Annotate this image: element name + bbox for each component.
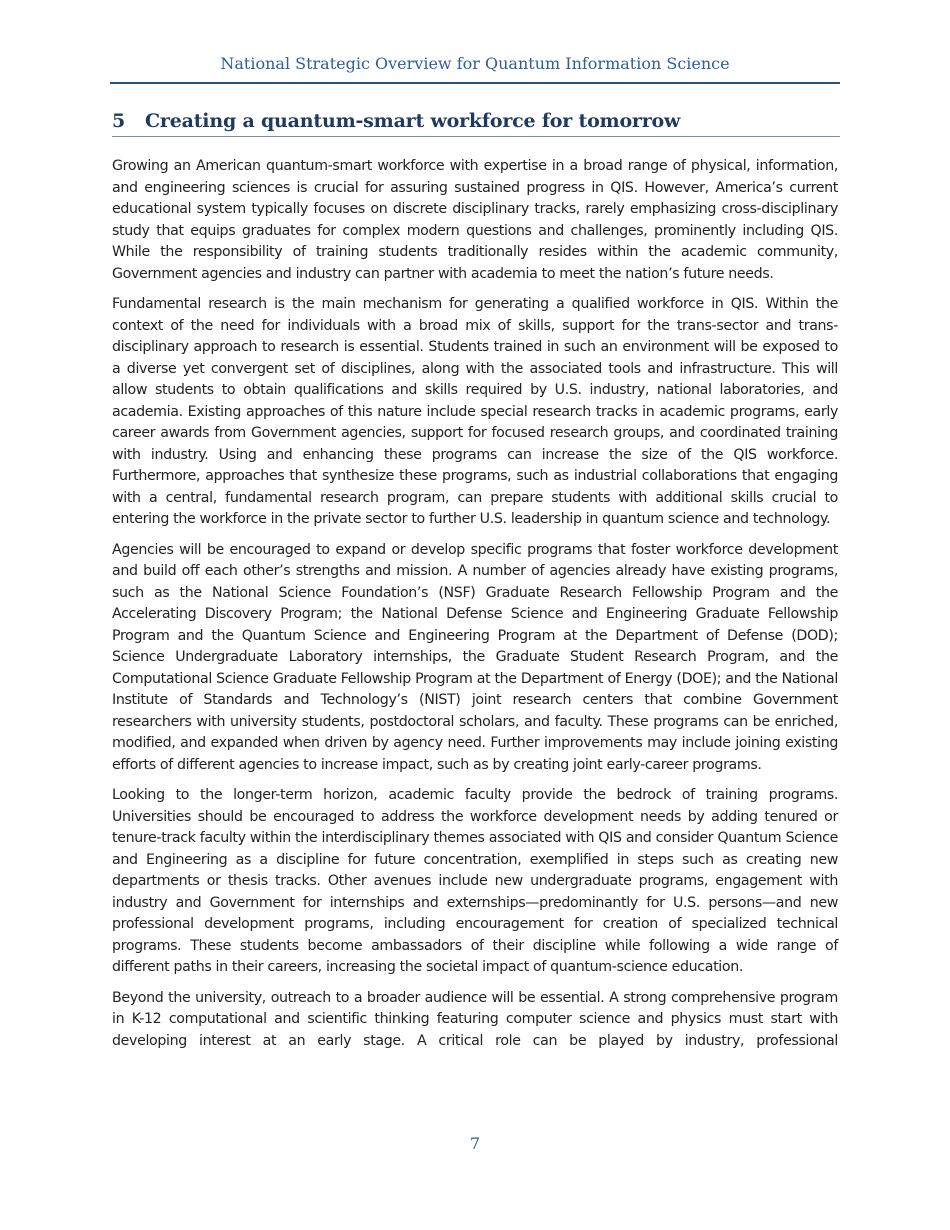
section-number: 5	[112, 110, 126, 132]
body-text	[112, 156, 838, 1061]
section-heading	[112, 110, 840, 137]
page-number: 7	[469, 1134, 481, 1153]
paragraph-4: Looking to the longer-term horizon, academic faculty provide the bedrock of training programs. Universities should be encouraged to address the workforce development needs by adding tenured or tenure-track faculty within the interdisciplinary themes associated with QIS and consider Quantum Science and Engineering as a discipline for future concentration, exemplified in steps such as creating new departments or thesis tracks. Other avenues include new undergraduate programs, engagement with industry and Government for internships and externships—predominantly for U.S. persons—and new professional development programs, including encouragement for creation of specialized technical programs. These students become ambassadors of their discipline while following a wide range of different paths in their careers, increasing the societal impact of quantum-science education.	[112, 787, 838, 975]
paragraph-5: Beyond the university, outreach to a broader audience will be essential. A strong comprehensive program in K-12 computational and scientific thinking featuring computer science and physics must start with developing interest at an early stage. A critical role can be played by industry, professional	[112, 989, 838, 1049]
paragraph-2: Fundamental research is the main mechanism for generating a qualified workforce in QIS. Within the context of the need for individuals with a broad mix of skills, support for the trans-sector and trans-disciplinary approach to research is essential. Students trained in such an environment will be exposed to a diverse yet convergent set of disciplines, along with the associated tools and infrastructure. This will allow students to obtain qualifications and skills required by U.S. industry, national laboratories, and academia. Existing approaches of this nature include special research tracks in academic programs, early career awards from Government agencies, support for focused research groups, and coordinated training with industry. Using and enhancing these programs can increase the size of the QIS workforce. Furthermore, approaches that synthesize these programs, such as industrial collaborations that engaging with a central, fundamental research program, can prepare students with additional skills crucial to entering the workforce in the private sector to further U.S. leadership in quantum science and technology.	[112, 296, 838, 527]
paragraph-3: Agencies will be encouraged to expand or develop specific programs that foster workforce development and build off each other’s strengths and mission. A number of agencies already have existing programs, such as the National Science Foundation’s (NSF) Graduate Research Fellowship Program and the Accelerating Discovery Program; the National Defense Science and Engineering Graduate Fellowship Program and the Quantum Science and Engineering Program at the Department of Defense (DOD); Science Undergraduate Laboratory internships, the Graduate Student Research Program, and the Computational Science Graduate Fellowship Program at the Department of Energy (DOE); and the National Institute of Standards and Technology’s (NIST) joint research centers that combine Government researchers with university students, postdoctoral scholars, and faculty. These programs can be enriched, modified, and expanded when driven by agency need. Further improvements may include joining existing efforts of different agencies to increase impact, such as by creating joint early-career programs.	[112, 541, 838, 773]
paragraph-1: Growing an American quantum-smart workforce with expertise in a broad range of physical, information, and engineering sciences is crucial for assuring sustained progress in QIS. However, America’s current educational system typically focuses on discrete disciplinary tracks, rarely emphasizing cross-disciplinary study that equips graduates for complex modern questions and challenges, prominently including QIS. While the responsibility of training students traditionally resides within the academic community, Government agencies and industry can partner with academia to meet the nation’s future needs.	[112, 158, 838, 282]
section-title: Creating a quantum-smart workforce for tomorrow	[145, 110, 681, 132]
header-divider	[110, 82, 840, 84]
running-header: National Strategic Overview for Quantum Information Science	[220, 54, 730, 73]
